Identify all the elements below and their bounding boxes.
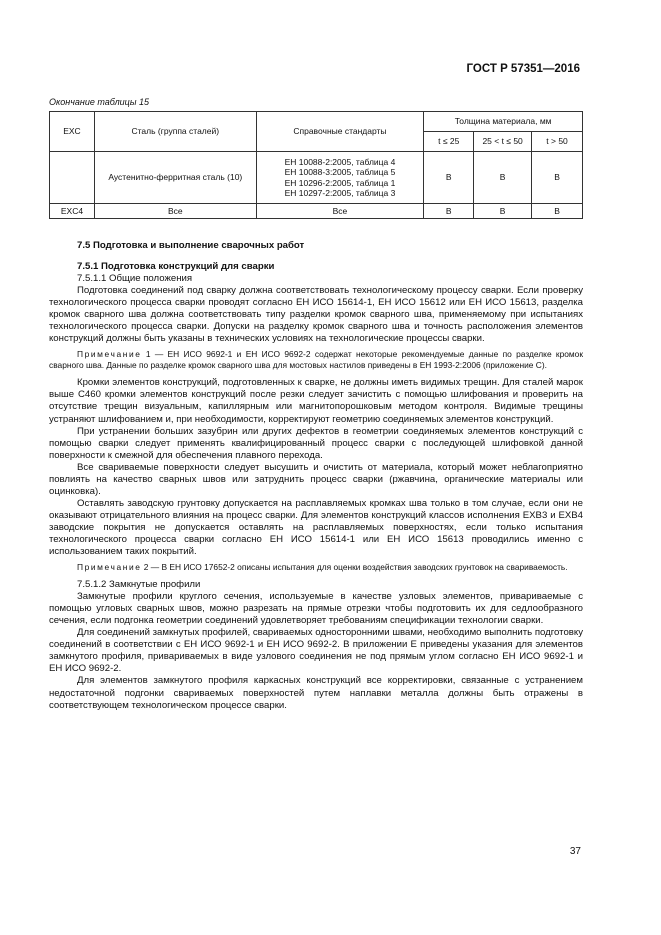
cell-value: B (424, 152, 474, 204)
document-body (49, 240, 583, 712)
header-thickness: Толщина материала, мм (424, 112, 583, 132)
section-heading-7-5-1-2: 7.5.1.2 Замкнутые профили (77, 579, 201, 591)
note-text: 1 — ЕН ИСО 9692-1 и ЕН ИСО 9692-2 содержат некоторые рекомендуемые данные по разделке кромок сварного шва. Данные по разделке кромок сварного шва для мостовых настилов приведены в ЕН 1993-2:2006 (приложение С). (49, 349, 583, 371)
cell-standards: Все (256, 204, 424, 219)
header-exc: EXC (50, 112, 95, 152)
note-label: Примечание (77, 349, 142, 360)
header-t3: t > 50 (532, 132, 583, 152)
cell-value: B (532, 204, 583, 219)
standard-line: ЕН 10088-3:2005, таблица 5 (284, 167, 396, 178)
header-t1: t ≤ 25 (424, 132, 474, 152)
paragraph: Кромки элементов конструкций, подготовленных к сварке, не должны иметь видимых трещин. Для сталей марок выше С460 кромки элементов конструкций после резки следует зачистить с помощью шлифования и проверить на отсутствие трещин визуальным, капиллярным или магнитопорошковым методом контроля. Видимые трещины устраняют шлифованием и, при необходимости, корректируют геометрию соединяемых элементов конструкций. (49, 377, 583, 425)
paragraph: При устранении больших зазубрин или других дефектов в геометрии соединяемых элементов конструкций с помощью сварки следует применять квалифицированный процесс сварки с последующей шлифовкой данной поверхности к смежной для обеспечения плавного перехода. (49, 425, 583, 461)
table-row (50, 152, 583, 204)
section-heading-7-5: 7.5 Подготовка и выполнение сварочных работ (77, 240, 305, 251)
section-heading-7-5-1: 7.5.1 Подготовка конструкций для сварки (77, 261, 275, 273)
paragraph: Подготовка соединений под сварку должна соответствовать технологическому процессу сварки. Если проверку технологического процесса сварки проводят согласно ЕН ИСО 15614-1, ЕН ИСО 15612 или ЕН ИСО 15613, разделка кромок сварного шва должна соответствовать типу разделки кромок сварного шва, применяемому при испытаниях технологического процесса сварки. Допуски на разделку кромок сварного шва и точность расположения элементов конструкций должны быть указаны в технических условиях на технологические процессы сварки. (49, 285, 583, 345)
header-steel: Сталь (группа сталей) (94, 112, 256, 152)
header-standards: Справочные стандарты (256, 112, 424, 152)
cell-steel: Все (94, 204, 256, 219)
paragraph: Для соединений замкнутых профилей, свариваемых односторонними швами, необходимо выполнить подготовку соединений в соответствии с ЕН ИСО 9692-1 и ЕН ИСО 9692-2. В приложении Е приведены указания для элементов замкнутого профиля, привариваемых в виде узлового соединения не под прямым углом согласно ЕН ИСО 9692-1 и ЕН ИСО 9692-2. (49, 627, 583, 675)
cell-value: B (474, 152, 532, 204)
note-label: Примечание (77, 562, 142, 573)
note-1 (49, 349, 583, 371)
section-heading-7-5-1-1: 7.5.1.1 Общие положения (77, 273, 193, 285)
cell-value: B (474, 204, 532, 219)
cell-exc: EXC4 (50, 204, 95, 219)
header-t2: 25 < t ≤ 50 (474, 132, 532, 152)
page-number: 37 (569, 846, 581, 857)
document-header: ГОСТ Р 57351—2016 (466, 63, 580, 75)
note-2 (49, 562, 583, 573)
standard-line: ЕН 10296-2:2005, таблица 1 (284, 177, 396, 188)
cell-value: B (532, 152, 583, 204)
cell-standards (256, 152, 424, 204)
table-15 (49, 111, 583, 219)
standard-line: ЕН 10297-2:2005, таблица 3 (284, 187, 396, 198)
cell-exc (50, 152, 95, 204)
paragraph: Все свариваемые поверхности следует высушить и очистить от материала, который может неблагоприятно повлиять на качество сварных швов или затруднить процесс сварки (ржавчина, органические материалы или оцинковка). (49, 461, 583, 497)
note-text: 2 — В ЕН ИСО 17652-2 описаны испытания для оценки воздействия заводских грунтовок на свариваемость. (141, 562, 568, 573)
paragraph: Замкнутые профили круглого сечения, используемые в качестве узловых элементов, привариваемые с помощью угловых сварных швов, можно разрезать на прямые отрезки чтобы подготовить их для седлообразного сечения, если подгонка геометрии соединений удовлетворяет требованиям спецификации технологии сварки. (49, 591, 583, 627)
table-header-row (50, 112, 583, 132)
cell-value: B (424, 204, 474, 219)
paragraph: Оставлять заводскую грунтовку допускается на расплавляемых кромках шва только в том случае, если они не оказывают отрицательного влияния на процесс сварки. Для элементов конструкций классов исполнения EXB3 и EXB4 заводские покрытия не допускается оставлять на расплавляемых поверхностях, если только испытания технологического процесса сварки согласно ЕН ИСО 15614-1 или ЕН ИСО 15613 проводились именно с использованием таких покрытий. (49, 497, 583, 558)
paragraph: Для элементов замкнутого профиля каркасных конструкций все корректировки, связанные с устранением недостаточной подгонки свариваемых поверхностей путем наплавки металла должны быть отражены в соответствующем технологическом процессе сварки. (49, 675, 583, 711)
table-row (50, 204, 583, 219)
cell-steel: Аустенитно-ферритная сталь (10) (94, 152, 256, 204)
standard-line: ЕН 10088-2:2005, таблица 4 (284, 157, 396, 168)
table-caption: Окончание таблицы 15 (49, 97, 149, 107)
